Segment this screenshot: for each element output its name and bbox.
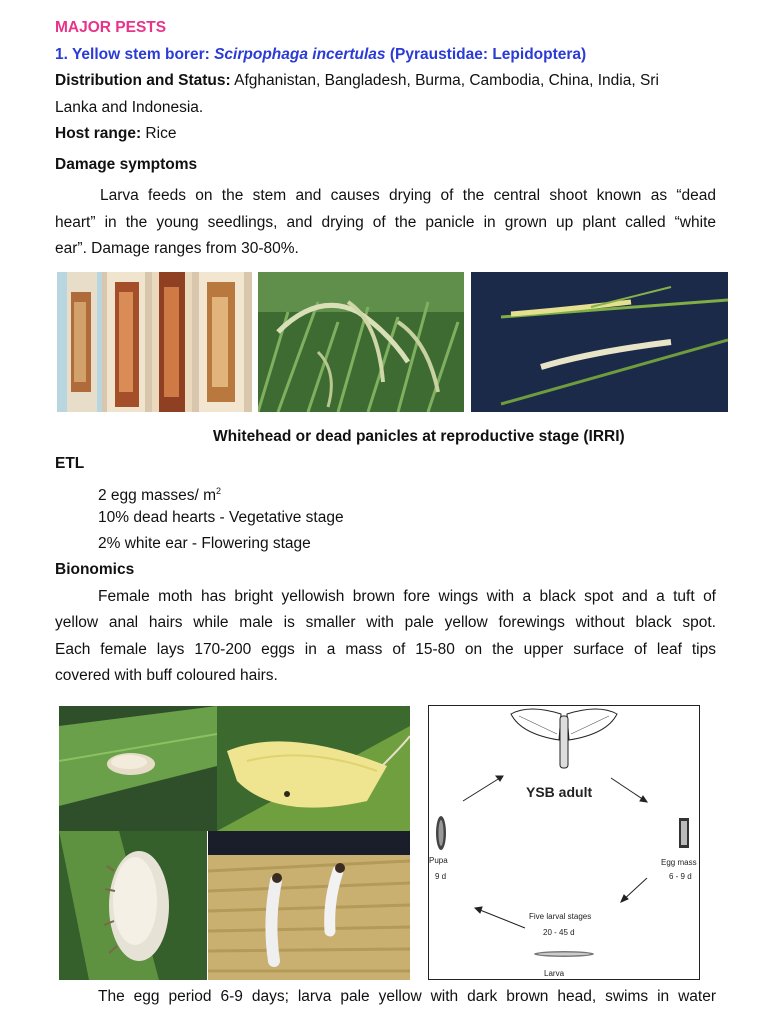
egg-mass-on-leaf-photo bbox=[59, 706, 217, 831]
host-range-line bbox=[55, 121, 176, 147]
host-range-value: Rice bbox=[141, 125, 177, 142]
life-cycle-title: YSB adult bbox=[526, 784, 593, 800]
dead-heart-stem-photo bbox=[57, 272, 252, 412]
bionomics-text-4: covered with buff coloured hairs. bbox=[55, 667, 278, 684]
white-ear-field-photo bbox=[258, 272, 464, 412]
distribution-label: Distribution and Status: bbox=[55, 72, 231, 89]
pest-title-prefix: 1. Yellow stem borer: bbox=[55, 46, 215, 63]
larva-label: Larva bbox=[544, 969, 565, 978]
pest-scientific-name: Scirpophaga incertulas bbox=[214, 46, 386, 63]
hairy-egg-mass-photo bbox=[59, 831, 207, 980]
larva-icon bbox=[534, 951, 594, 957]
pupa-days: 9 d bbox=[435, 872, 447, 881]
larvae-in-stem-photo bbox=[208, 831, 410, 980]
bionomics-text-2: yellow anal hairs while male is smaller with pale yellow forewings without black spot. bbox=[55, 614, 716, 631]
white-ear-panicle-photo bbox=[471, 272, 728, 412]
larval-stages-label: Five larval stages bbox=[529, 912, 592, 921]
bionomics-text-3: Each female lays 170-200 eggs in a mass of 15-80 on the upper surface of leaf tips bbox=[55, 641, 716, 658]
moth-icon bbox=[511, 709, 617, 768]
damage-text-2: heart” in the young seedlings, and drying of the panicle in grown up plant called “white bbox=[55, 214, 716, 231]
life-cycle-diagram bbox=[428, 705, 700, 980]
distribution-text-1: Afghanistan, Bangladesh, Burma, Cambodia, China, India, Sri bbox=[230, 72, 659, 89]
egg-mass-icon bbox=[679, 818, 689, 848]
distribution-line bbox=[55, 68, 659, 94]
etl-item-1-superscript: 2 bbox=[216, 486, 222, 496]
life-cycle-graphics bbox=[429, 706, 699, 979]
distribution-text-2: Lanka and Indonesia. bbox=[55, 99, 204, 116]
pupa-icon bbox=[436, 816, 446, 850]
egg-mass-label: Egg mass bbox=[661, 858, 697, 867]
etl-item-3: 2% white ear - Flowering stage bbox=[98, 535, 311, 552]
etl-heading: ETL bbox=[55, 455, 85, 472]
pest-title bbox=[55, 42, 586, 68]
damage-text-3: ear”. Damage ranges from 30-80%. bbox=[55, 240, 299, 257]
bionomics-text-1: Female moth has bright yellowish brown fore wings with a black spot and a tuft of bbox=[98, 588, 716, 605]
damage-heading: Damage symptoms bbox=[55, 156, 198, 173]
etl-item-2: 10% dead hearts - Vegetative stage bbox=[98, 509, 344, 526]
pupa-label: Pupa bbox=[429, 856, 448, 865]
host-range-label: Host range: bbox=[55, 125, 142, 142]
adult-moth-photo bbox=[217, 706, 410, 831]
photo-caption: Whitehead or dead panicles at reproductive stage (IRRI) bbox=[213, 428, 625, 445]
egg-period-text: The egg period 6-9 days; larva pale yellow with dark brown head, swims in water bbox=[98, 988, 716, 1005]
etl-item-1: 2 egg masses/ $m^2$ bbox=[98, 486, 222, 505]
pest-family: (Pyraustidae: Lepidoptera) bbox=[385, 46, 587, 63]
bionomics-heading: Bionomics bbox=[55, 561, 135, 578]
damage-text-1: Larva feeds on the stem and causes drying of the central shoot known as “dead bbox=[100, 187, 716, 204]
larval-days: 20 - 45 d bbox=[543, 928, 575, 937]
egg-days: 6 - 9 d bbox=[669, 872, 692, 881]
section-heading: MAJOR PESTS bbox=[55, 19, 167, 36]
